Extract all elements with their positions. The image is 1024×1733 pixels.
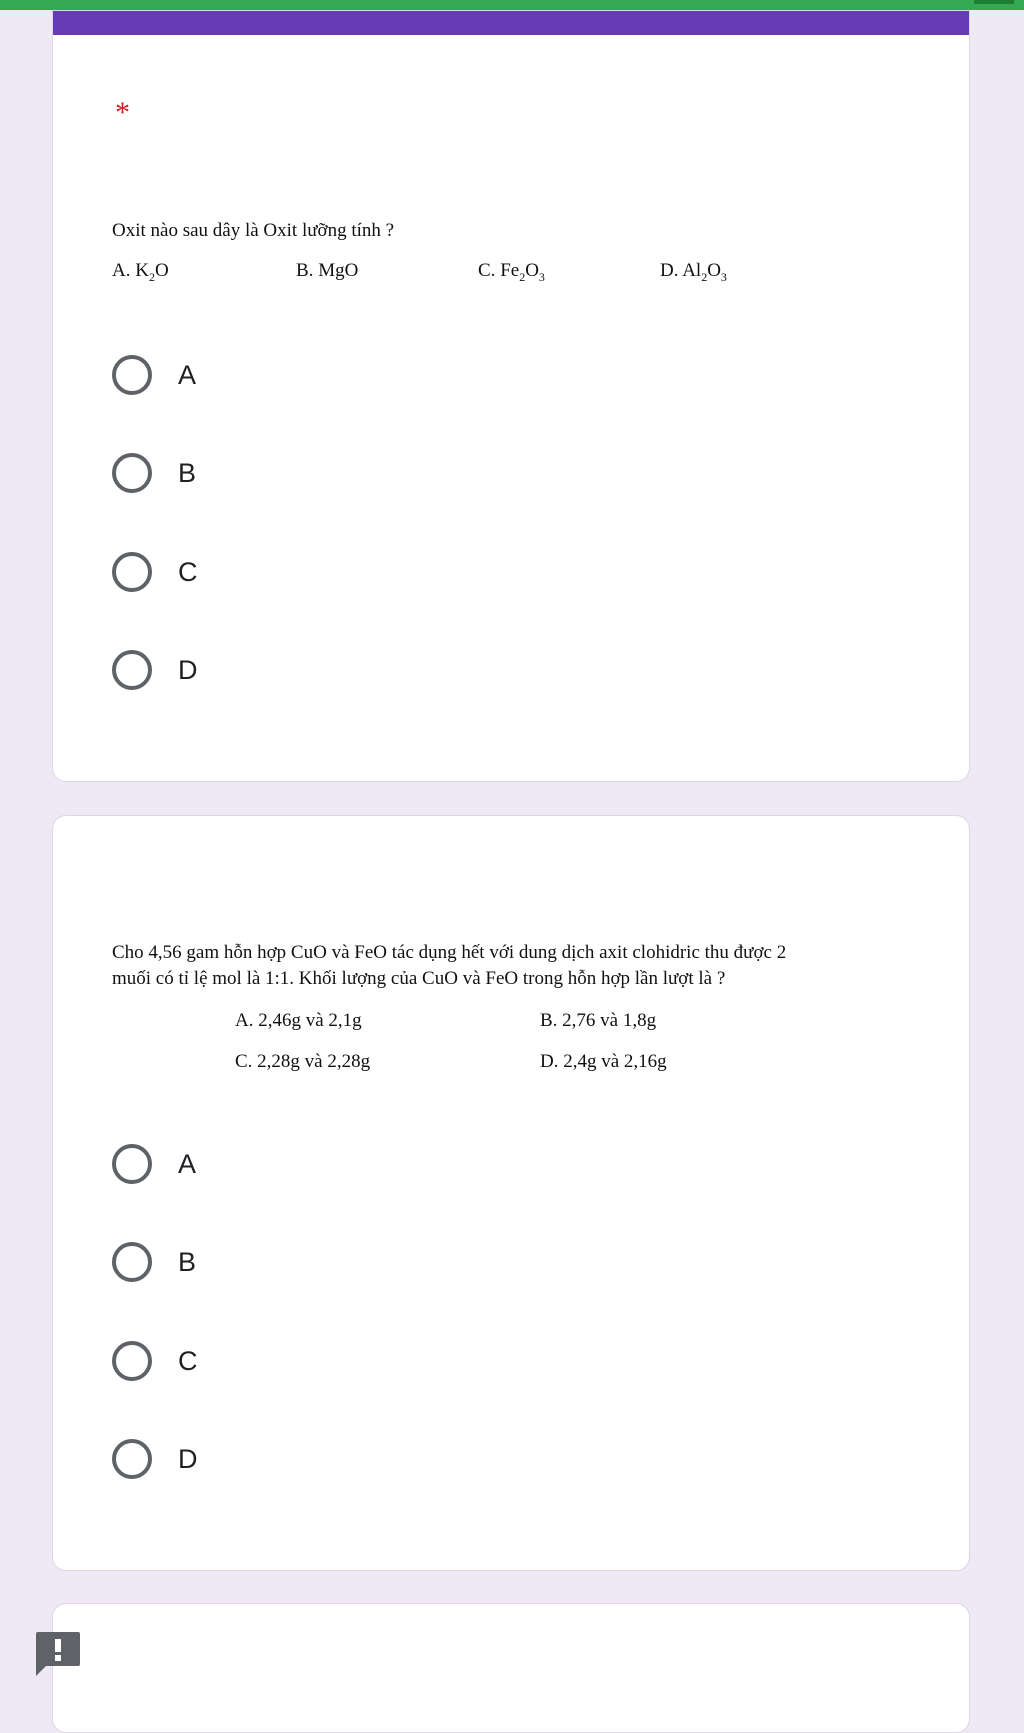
choice-label: A [178,1148,197,1179]
question-2-text-line-2: muối có tỉ lệ mol là 1:1. Khối lượng của CuO và FeO trong hỗn hợp lần lượt là ? [112,968,726,989]
radio-button[interactable] [112,650,152,690]
question-1-option-a-text: A. $K_2O$ [112,260,169,284]
question-2-text [112,940,912,992]
question-1-option-c-text: C. $Fe_2O_3$ [478,260,545,284]
question-1-text: Oxit nào sau dây là Oxit lưỡng tính ? [112,220,395,241]
choice-label: A [178,359,197,390]
choice-label: C [178,556,198,587]
exclamation-feedback-icon[interactable] [34,1628,82,1678]
question-1-choice-c[interactable] [112,547,198,597]
choice-label: D [178,654,198,685]
question-2-option-d-text: D. 2,4g và 2,16g [540,1051,667,1072]
question-1-choice-d[interactable] [112,645,198,695]
question-2-choice-b[interactable] [112,1237,196,1287]
question-2-text-line-1: Cho 4,56 gam hỗn hợp CuO và FeO tác dụng hết với dung dịch axit clohidric thu được 2 [112,942,787,963]
choice-label: B [178,457,197,488]
radio-button[interactable] [112,355,152,395]
question-2-option-b-text: B. 2,76 và 1,8g [540,1010,657,1031]
form-header-accent [53,11,969,35]
choice-label: B [178,1246,197,1277]
radio-button[interactable] [112,1341,152,1381]
question-1-option-d-text: D. $Al_2O_3$ [660,260,727,284]
radio-button[interactable] [112,1144,152,1184]
question-2-choice-a[interactable] [112,1139,196,1189]
question-2-option-c-text: C. 2,28g và 2,28g [235,1051,371,1072]
question-1-choice-a[interactable] [112,350,196,400]
question-2-choice-c[interactable] [112,1336,198,1386]
radio-button[interactable] [112,1439,152,1479]
choice-label: D [178,1443,198,1474]
question-1-option-b-text: B. MgO [296,260,359,281]
top-status-bar-indicator [974,0,1014,4]
top-status-bar [0,0,1024,10]
radio-button[interactable] [112,552,152,592]
required-mark: * [115,96,130,129]
choice-label: C [178,1345,198,1376]
radio-button[interactable] [112,453,152,493]
radio-button[interactable] [112,1242,152,1282]
question-2-option-a-text: A. 2,46g và 2,1g [235,1010,362,1031]
question-1-choice-b[interactable] [112,448,196,498]
question-card-3 [52,1603,970,1733]
question-2-choice-d[interactable] [112,1434,198,1484]
